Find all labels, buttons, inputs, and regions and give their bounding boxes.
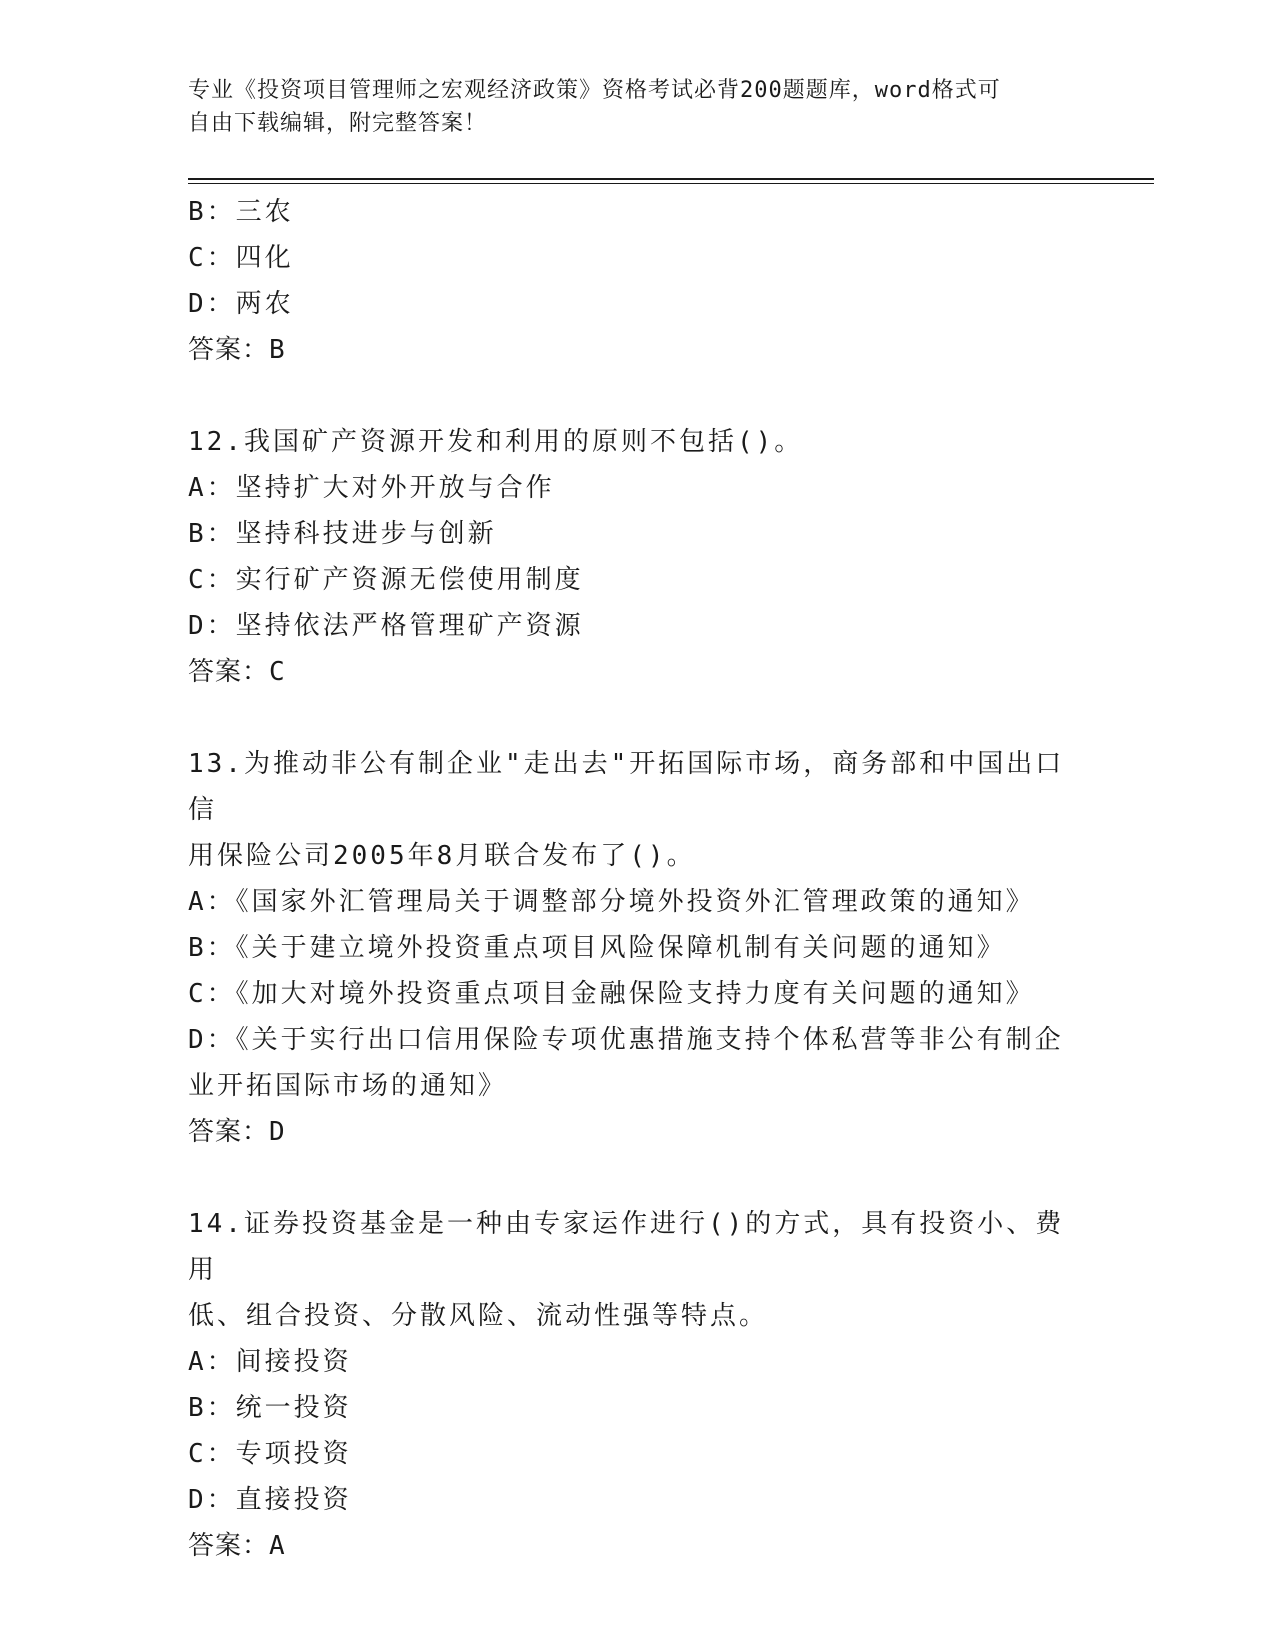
question-14 xyxy=(188,1201,1088,1569)
q14-answer: 答案：A xyxy=(188,1531,286,1561)
document-header xyxy=(188,74,1068,140)
q14-stem-line-2: 低、组合投资、分散风险、流动性强等特点。 xyxy=(188,1301,769,1331)
header-title-line-1: 专业《投资项目管理师之宏观经济政策》资格考试必背200题题库，word格式可 xyxy=(188,78,1001,103)
q13-option-a: A：《国家外汇管理局关于调整部分境外投资外汇管理政策的通知》 xyxy=(188,887,1035,917)
q12-option-d: D：坚持依法严格管理矿产资源 xyxy=(188,611,584,641)
q12-option-c: C：实行矿产资源无偿使用制度 xyxy=(188,565,584,595)
question-11-continued xyxy=(188,189,1088,373)
q12-option-b: B：坚持科技进步与创新 xyxy=(188,519,497,549)
q13-stem-line-1: 13.为推动非公有制企业"走出去"开拓国际市场，商务部和中国出口信 xyxy=(188,749,1065,825)
header-divider-thin xyxy=(188,183,1154,184)
q13-option-d-line-2: 业开拓国际市场的通知》 xyxy=(188,1071,508,1101)
q14-option-d: D：直接投资 xyxy=(188,1485,352,1515)
question-list xyxy=(188,189,1088,1569)
q12-answer: 答案：C xyxy=(188,657,286,687)
q14-option-c: C：专项投资 xyxy=(188,1439,352,1469)
q11-option-b: B：三农 xyxy=(188,197,294,227)
q13-stem-line-2: 用保险公司2005年8月联合发布了()。 xyxy=(188,841,696,871)
spacer xyxy=(188,695,1088,741)
q14-stem-line-1: 14.证券投资基金是一种由专家运作进行()的方式，具有投资小、费用 xyxy=(188,1209,1065,1285)
q14-option-a: A：间接投资 xyxy=(188,1347,352,1377)
q12-option-a: A：坚持扩大对外开放与合作 xyxy=(188,473,555,503)
q11-option-d: D：两农 xyxy=(188,289,294,319)
spacer xyxy=(188,373,1088,419)
q11-option-c: C：四化 xyxy=(188,243,294,273)
header-title-line-2: 自由下载编辑，附完整答案！ xyxy=(188,111,488,136)
q13-option-b: B：《关于建立境外投资重点项目风险保障机制有关问题的通知》 xyxy=(188,933,1006,963)
q13-option-d-line-1: D：《关于实行出口信用保险专项优惠措施支持个体私营等非公有制企 xyxy=(188,1025,1064,1055)
header-divider-thick xyxy=(188,178,1154,180)
q13-option-c: C：《加大对境外投资重点项目金融保险支持力度有关问题的通知》 xyxy=(188,979,1035,1009)
spacer xyxy=(188,1155,1088,1201)
q14-option-b: B：统一投资 xyxy=(188,1393,352,1423)
q11-answer: 答案：B xyxy=(188,335,286,365)
q12-stem: 12.我国矿产资源开发和利用的原则不包括()。 xyxy=(188,427,804,457)
question-12 xyxy=(188,419,1088,695)
q13-answer: 答案：D xyxy=(188,1117,286,1147)
question-13 xyxy=(188,741,1088,1155)
